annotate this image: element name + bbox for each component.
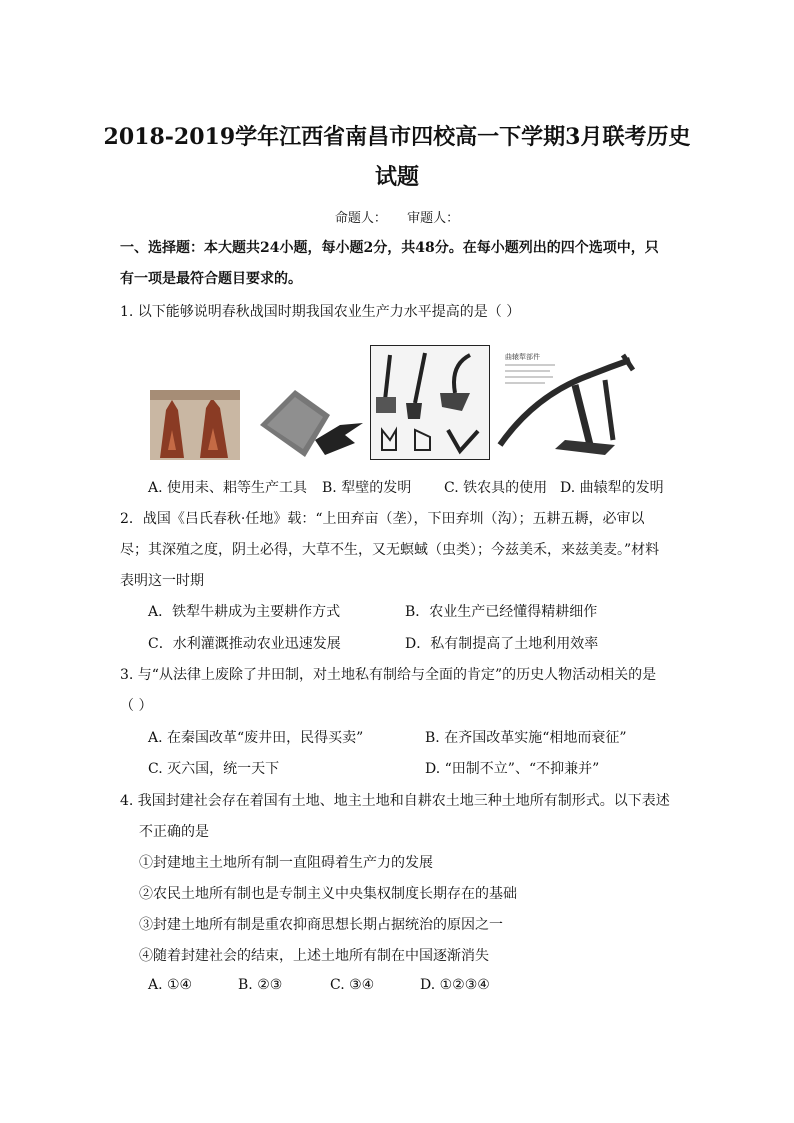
q4-option-a[interactable]: A. ①④ (148, 977, 193, 993)
q3-stem-line1: 3. 与“从法律上废除了井田制，对土地私有制给与全面的肯定”的历史人物活动相关的是 (120, 667, 657, 683)
section1-instruction-line2: 有一项是最符合题目要求的。 (120, 271, 302, 287)
q4-item-4: ④随着封建社会的结束，上述土地所有制在中国逐渐消失 (139, 948, 489, 964)
q4-item-3: ③封建土地所有制是重农抑商思想长期占据统治的原因之一 (139, 917, 503, 933)
q4-stem-line1: 4. 我国封建社会存在着国有土地、地主土地和自耕农土地三种土地所有制形式。以下表述 (120, 793, 670, 809)
lei-si-tools-image (150, 390, 240, 460)
q2-option-c[interactable]: C．水利灌溉推动农业迅速发展 (148, 636, 341, 652)
reviewer-label: 审题人： (407, 211, 460, 226)
plough-caption: 曲辕犁部件 (505, 353, 540, 361)
q1-figures (150, 345, 640, 460)
q1-option-b[interactable]: B. 犁壁的发明 (322, 480, 412, 496)
q4-option-d[interactable]: D. ①②③④ (420, 977, 490, 993)
q2-option-a[interactable]: A．铁犁牛耕成为主要耕作方式 (148, 604, 341, 620)
setter-label: 命题人： (334, 211, 387, 226)
q2-option-b[interactable]: B．农业生产已经懂得精耕细作 (405, 604, 598, 620)
q3-stem-line2: （ ） (120, 698, 153, 714)
q1-option-a[interactable]: A. 使用耒、耜等生产工具 (148, 480, 308, 496)
q4-stem-line2: 不正确的是 (139, 824, 209, 840)
q3-option-a[interactable]: A. 在秦国改革“废井田，民得买卖” (148, 730, 364, 746)
plough-share-image (255, 385, 365, 460)
exam-title-line2: 试题 (374, 164, 419, 190)
q3-option-b[interactable]: B. 在齐国改革实施“相地而衰征” (425, 730, 627, 746)
curved-shaft-plough-image (495, 345, 640, 460)
exam-title-line1: 2018-2019学年江西省南昌市四校高一下学期3月联考历史 (103, 124, 691, 150)
q1-option-d[interactable]: D. 曲辕犁的发明 (560, 480, 664, 496)
q3-option-c[interactable]: C. 灭六国，统一天下 (148, 761, 280, 777)
q1-stem: 1. 以下能够说明春秋战国时期我国农业生产力水平提高的是（ ） (120, 304, 521, 320)
authors-line (0, 207, 794, 226)
q4-option-c[interactable]: C. ③④ (330, 977, 375, 993)
q4-item-1: ①封建地主土地所有制一直阻碍着生产力的发展 (139, 855, 433, 871)
q2-option-d[interactable]: D．私有制提高了土地利用效率 (405, 636, 599, 652)
q4-option-b[interactable]: B. ②③ (238, 977, 283, 993)
q2-stem-line1: 2．战国《吕氏春秋·任地》载：“上田弃亩（垄），下田弃圳（沟）；五耕五耨，必审以 (120, 511, 645, 527)
q4-item-2: ②农民土地所有制也是专制主义中央集权制度长期存在的基础 (139, 886, 517, 902)
section1-instruction-line1: 一、选择题：本大题共24小题，每小题2分，共48分。在每小题列出的四个选项中，只 (120, 240, 659, 256)
q1-option-c[interactable]: C. 铁农具的使用 (444, 480, 548, 496)
q2-stem-line2: 尽；其深殖之度，阴土必得，大草不生，又无螟蜮（虫类）；今兹美禾，来兹美麦。”材料 (120, 542, 660, 558)
q3-option-d[interactable]: D. “田制不立”、“不抑兼并” (425, 761, 600, 777)
iron-tools-image (370, 345, 490, 460)
q2-stem-line3: 表明这一时期 (120, 573, 204, 589)
